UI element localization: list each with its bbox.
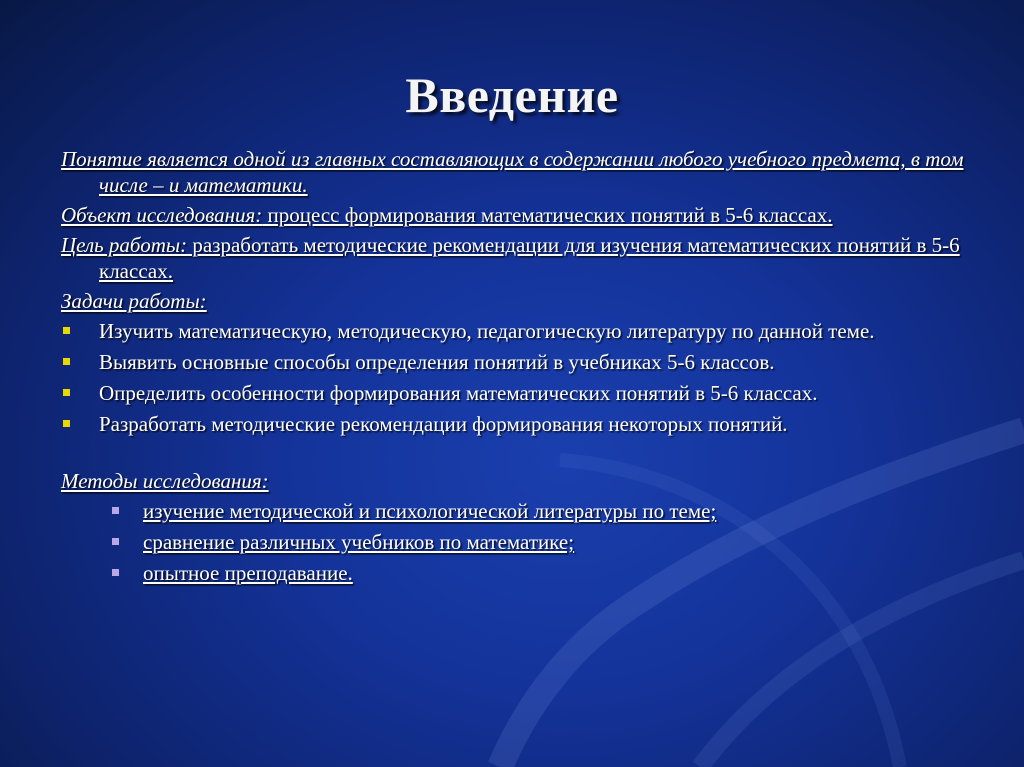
list-item	[61, 349, 966, 375]
list-item	[61, 560, 966, 586]
square-bullet-icon	[63, 327, 70, 334]
square-bullet-icon	[63, 420, 70, 427]
tasks-list	[61, 318, 966, 437]
task-text: Изучить математическую, методическую, педагогическую литературу по данной теме.	[99, 319, 875, 343]
methods-heading: Методы исследования:	[61, 469, 269, 493]
square-bullet-icon	[63, 358, 70, 365]
task-text: Определить особенности формирования математических понятий в 5-6 классах.	[99, 381, 818, 405]
method-text: сравнение различных учебников по математике;	[143, 530, 575, 554]
square-bullet-icon	[112, 569, 119, 576]
task-text: Разработать методические рекомендации формирования некоторых понятий.	[99, 412, 788, 436]
methods-list	[61, 498, 966, 586]
task-text: Выявить основные способы определения понятий в учебниках 5-6 классов.	[99, 350, 775, 374]
list-item	[61, 380, 966, 406]
method-text: изучение методической и психологической литературы по теме;	[143, 499, 717, 523]
object-label: Объект исследования:	[61, 203, 263, 227]
list-item	[61, 529, 966, 555]
tasks-heading: Задачи работы:	[61, 289, 207, 313]
slide-title: Введение	[405, 67, 619, 123]
list-item	[61, 498, 966, 524]
object-text: процесс формирования математических понятий в 5-6 классах.	[262, 203, 833, 227]
goal-text: разработать методические рекомендации для изучения математических понятий в 5-6 классах.	[99, 233, 960, 283]
square-bullet-icon	[112, 507, 119, 514]
square-bullet-icon	[112, 538, 119, 545]
goal-label: Цель работы:	[61, 233, 188, 257]
list-item	[61, 318, 966, 344]
list-item	[61, 411, 966, 437]
square-bullet-icon	[63, 389, 70, 396]
goal-paragraph	[61, 232, 966, 284]
object-paragraph	[61, 202, 966, 228]
method-text: опытное преподавание.	[143, 561, 353, 585]
intro-paragraph: Понятие является одной из главных составляющих в содержании любого учебного предмета, в том числе – и математики.	[61, 147, 964, 197]
slide-content	[61, 146, 966, 591]
